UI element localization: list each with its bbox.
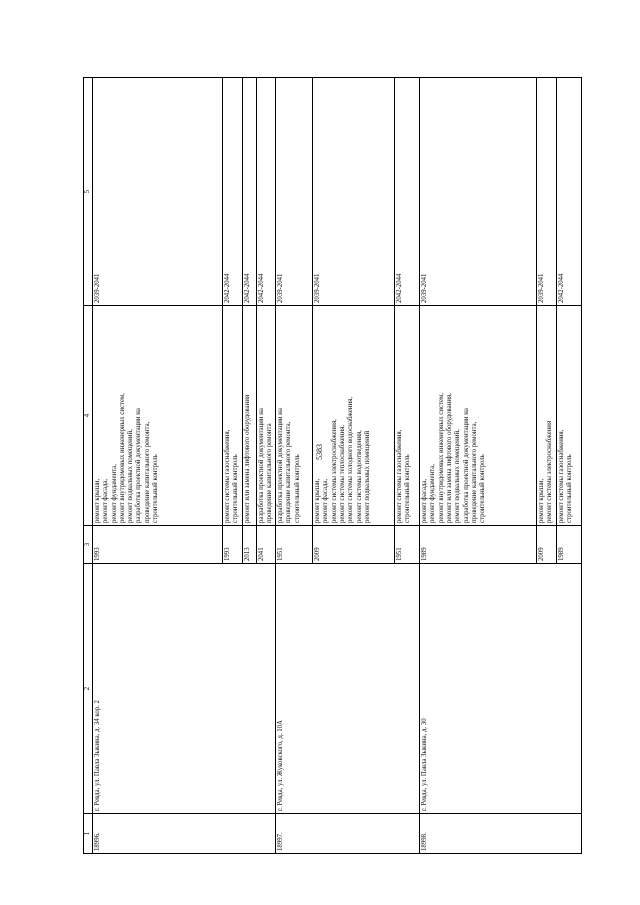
rotated-table-container <box>83 78 574 854</box>
works-cell <box>313 306 395 526</box>
year-cell: 1989 <box>420 526 537 564</box>
work-item: проведение капитального ремонта, <box>285 421 293 523</box>
work-item: проведение капитального ремонта, <box>143 421 151 523</box>
work-item: ремонт системы газоснабжения, <box>557 429 565 523</box>
work-item: ремонт системы теплоснабжения, <box>339 425 347 523</box>
period-cell: 2039-2041 <box>420 78 537 306</box>
row-number: 18997. <box>276 814 420 854</box>
table-row <box>93 78 223 854</box>
work-item: ремонт системы холодного водоснабжения, <box>347 397 355 523</box>
work-item: ремонт подвальных помещений <box>363 430 371 523</box>
period-cell: 2039-2041 <box>537 78 557 306</box>
work-item: разработка проектной документации на <box>462 408 470 523</box>
work-item: ремонт системы электроснабжения, <box>330 419 338 523</box>
address-cell: г. Ревда, ул. Жуковского, д. 10А <box>276 564 420 814</box>
header-cell: 2 <box>84 564 93 814</box>
page-number: 5383 <box>315 444 324 460</box>
work-item: строительный контроль <box>232 454 240 523</box>
work-item: ремонт системы газоснабжения, <box>224 429 231 523</box>
work-item: ремонт крыши, <box>94 478 101 523</box>
work-item: проведение капитального ремонта <box>265 423 273 523</box>
work-item: строительный контроль <box>404 454 412 523</box>
work-item: ремонт системы газоснабжения, <box>396 429 404 523</box>
period-cell: 2042-2044 <box>256 78 276 306</box>
period-cell: 2042-2044 <box>223 78 243 306</box>
work-item: ремонт фундамента, <box>429 464 437 523</box>
work-item: ремонт или замена лифтового оборудования, <box>446 393 454 523</box>
work-item: строительный контроль <box>152 454 160 523</box>
year-cell: 1951 <box>276 526 313 564</box>
works-cell <box>223 306 243 526</box>
work-item: ремонт фундамента, <box>110 464 118 523</box>
work-item: проведение капитального ремонта, <box>470 421 478 523</box>
year-cell: 1989 <box>556 526 581 564</box>
table-row <box>420 78 537 854</box>
year-cell: 2009 <box>313 526 395 564</box>
works-cell <box>537 306 557 526</box>
year-cell: 1993 <box>93 526 223 564</box>
period-cell: 2039-2041 <box>93 78 223 306</box>
address-cell: г. Ревда, ул. Павла Зыкина, д. 30 <box>420 564 582 814</box>
year-cell: 2009 <box>537 526 557 564</box>
period-cell: 2039-2041 <box>313 78 395 306</box>
works-cell <box>276 306 313 526</box>
header-cell: 1 <box>84 814 93 854</box>
work-item: ремонт крыши, <box>538 478 546 523</box>
works-cell <box>395 306 420 526</box>
table-row <box>276 78 313 854</box>
work-item: ремонт фасада, <box>322 478 330 523</box>
work-item: ремонт системы электроснабжения <box>546 420 554 523</box>
year-cell: 1951 <box>395 526 420 564</box>
work-item: ремонт фасада, <box>421 478 429 523</box>
work-item: ремонт или замена лифтового оборудования <box>243 394 251 523</box>
work-item: ремонт крыши, <box>314 478 322 523</box>
work-item: ремонт внутридомовых инженерных систем, <box>118 393 126 523</box>
work-item: разработка проектной документации на <box>277 408 285 523</box>
year-cell: 2013 <box>242 526 256 564</box>
period-cell: 2042-2044 <box>395 78 420 306</box>
works-cell <box>556 306 581 526</box>
period-cell: 2042-2044 <box>242 78 256 306</box>
header-cell: 5 <box>84 78 93 306</box>
work-item: ремонт подвальных помещений, <box>127 429 135 523</box>
period-cell: 2042-2044 <box>556 78 581 306</box>
work-item: ремонт подвальных помещений, <box>454 429 462 523</box>
work-item: строительный контроль <box>566 454 574 523</box>
works-cell <box>242 306 256 526</box>
work-item: разработка проектной документации на <box>135 408 143 523</box>
work-item: строительный контроль <box>479 454 487 523</box>
work-item: ремонт системы водоотведения, <box>355 430 363 523</box>
works-cell <box>420 306 537 526</box>
header-row <box>84 78 93 854</box>
work-item: ремонт внутридомовых инженерных систем, <box>437 393 445 523</box>
header-cell: 3 <box>84 526 93 564</box>
row-number: 18996. <box>93 814 276 854</box>
header-cell: 4 <box>84 306 93 526</box>
repair-schedule-table <box>83 77 582 854</box>
address-cell: г. Ревда, ул. Павла Зыкина, д. 34 кор. 2 <box>93 564 276 814</box>
year-cell: 1993 <box>223 526 243 564</box>
work-item: ремонт фасада, <box>102 478 110 523</box>
row-number: 18998. <box>420 814 582 854</box>
period-cell: 2039-2041 <box>276 78 313 306</box>
work-item: строительный контроль <box>293 454 301 523</box>
works-cell <box>256 306 276 526</box>
year-cell: 2041 <box>256 526 276 564</box>
works-cell <box>93 306 223 526</box>
work-item: разработка проектной документации на <box>257 408 265 523</box>
